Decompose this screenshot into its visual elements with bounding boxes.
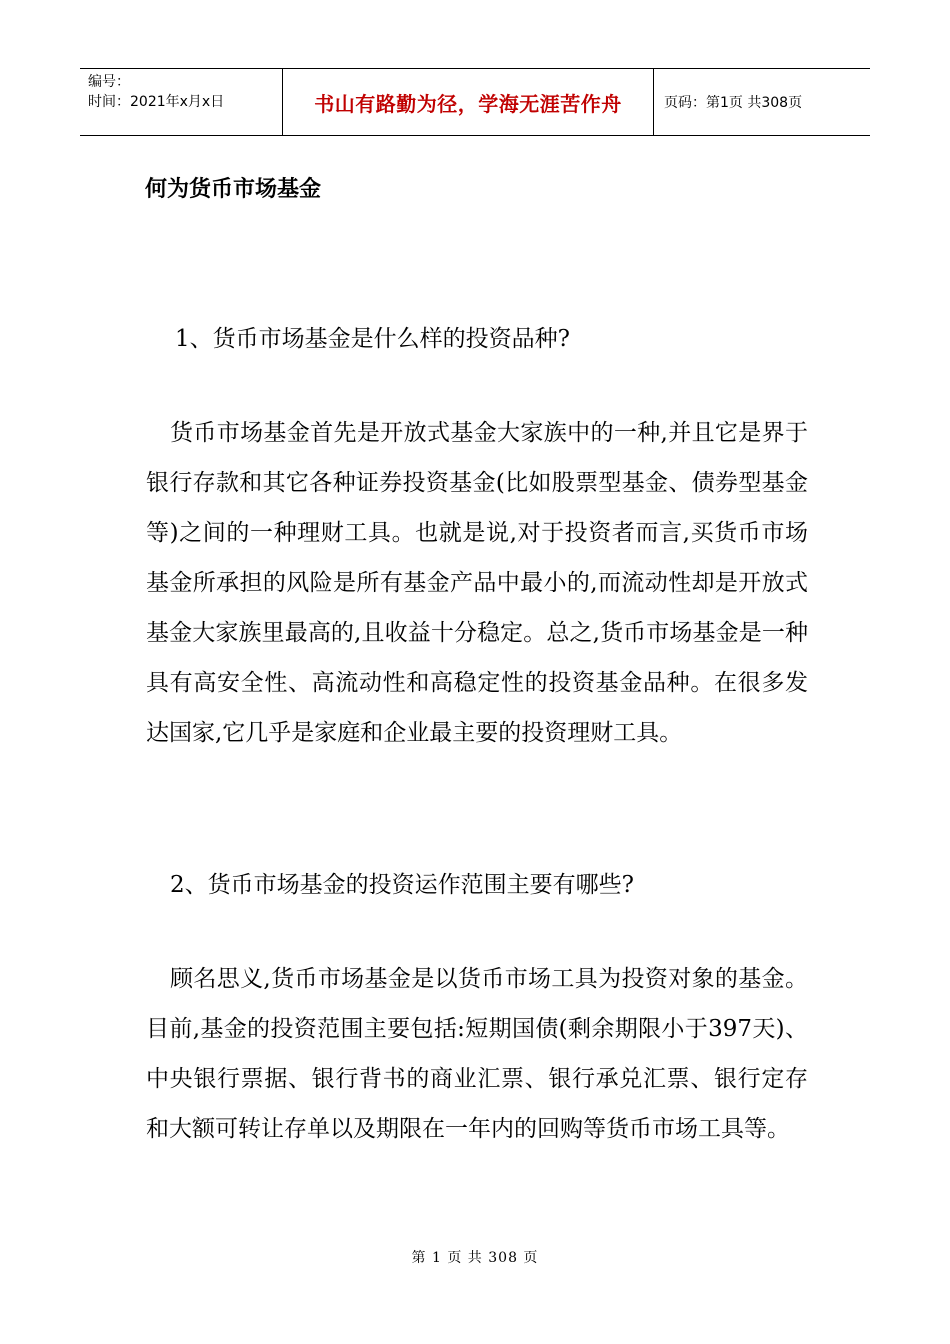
document-title: 何为货币市场基金 <box>145 177 322 202</box>
date-label: 时间：2021年x月x日 <box>88 94 225 110</box>
question-1: 1、货币市场基金是什么样的投资品种? <box>175 326 570 352</box>
number-label: 编号： <box>88 74 130 90</box>
header-motto: 书山有路勤为径，学海无涯苦作舟 <box>314 91 622 116</box>
answer-2: 顾名思义,货币市场基金是以货币市场工具为投资对象的基金。目前,基金的投资范围主要包括:短期国债(剩余期限小于397天)、中央银行票据、银行背书的商业汇票、银行承兑汇票、银行定存和大额可转让存单以及期限在一年内的回购等货币市场工具等。 <box>146 966 808 1142</box>
header-meta <box>80 69 282 135</box>
answer-1-block <box>146 408 808 758</box>
question-2: 2、货币市场基金的投资运作范围主要有哪些? <box>170 872 634 898</box>
answer-1: 货币市场基金首先是开放式基金大家族中的一种,并且它是界于银行存款和其它各种证券投资基金(比如股票型基金、债券型基金等)之间的一种理财工具。也就是说,对于投资者而言,买货币市场基金所承担的风险是所有基金产品中最小的,而流动性却是开放式基金大家族里最高的,且收益十分稳定。总之,货币市场基金是一种具有高安全性、高流动性和高稳定性的投资基金品种。在很多发达国家,它几乎是家庭和企业最主要的投资理财工具。 <box>146 420 808 746</box>
header-motto-cell <box>282 69 654 135</box>
document-header <box>80 68 870 136</box>
answer-2-block <box>146 954 808 1154</box>
page-footer: 第 1 页 共 308 页 <box>411 1250 539 1266</box>
header-page-info: 页码：第1页 共308页 <box>664 95 803 111</box>
